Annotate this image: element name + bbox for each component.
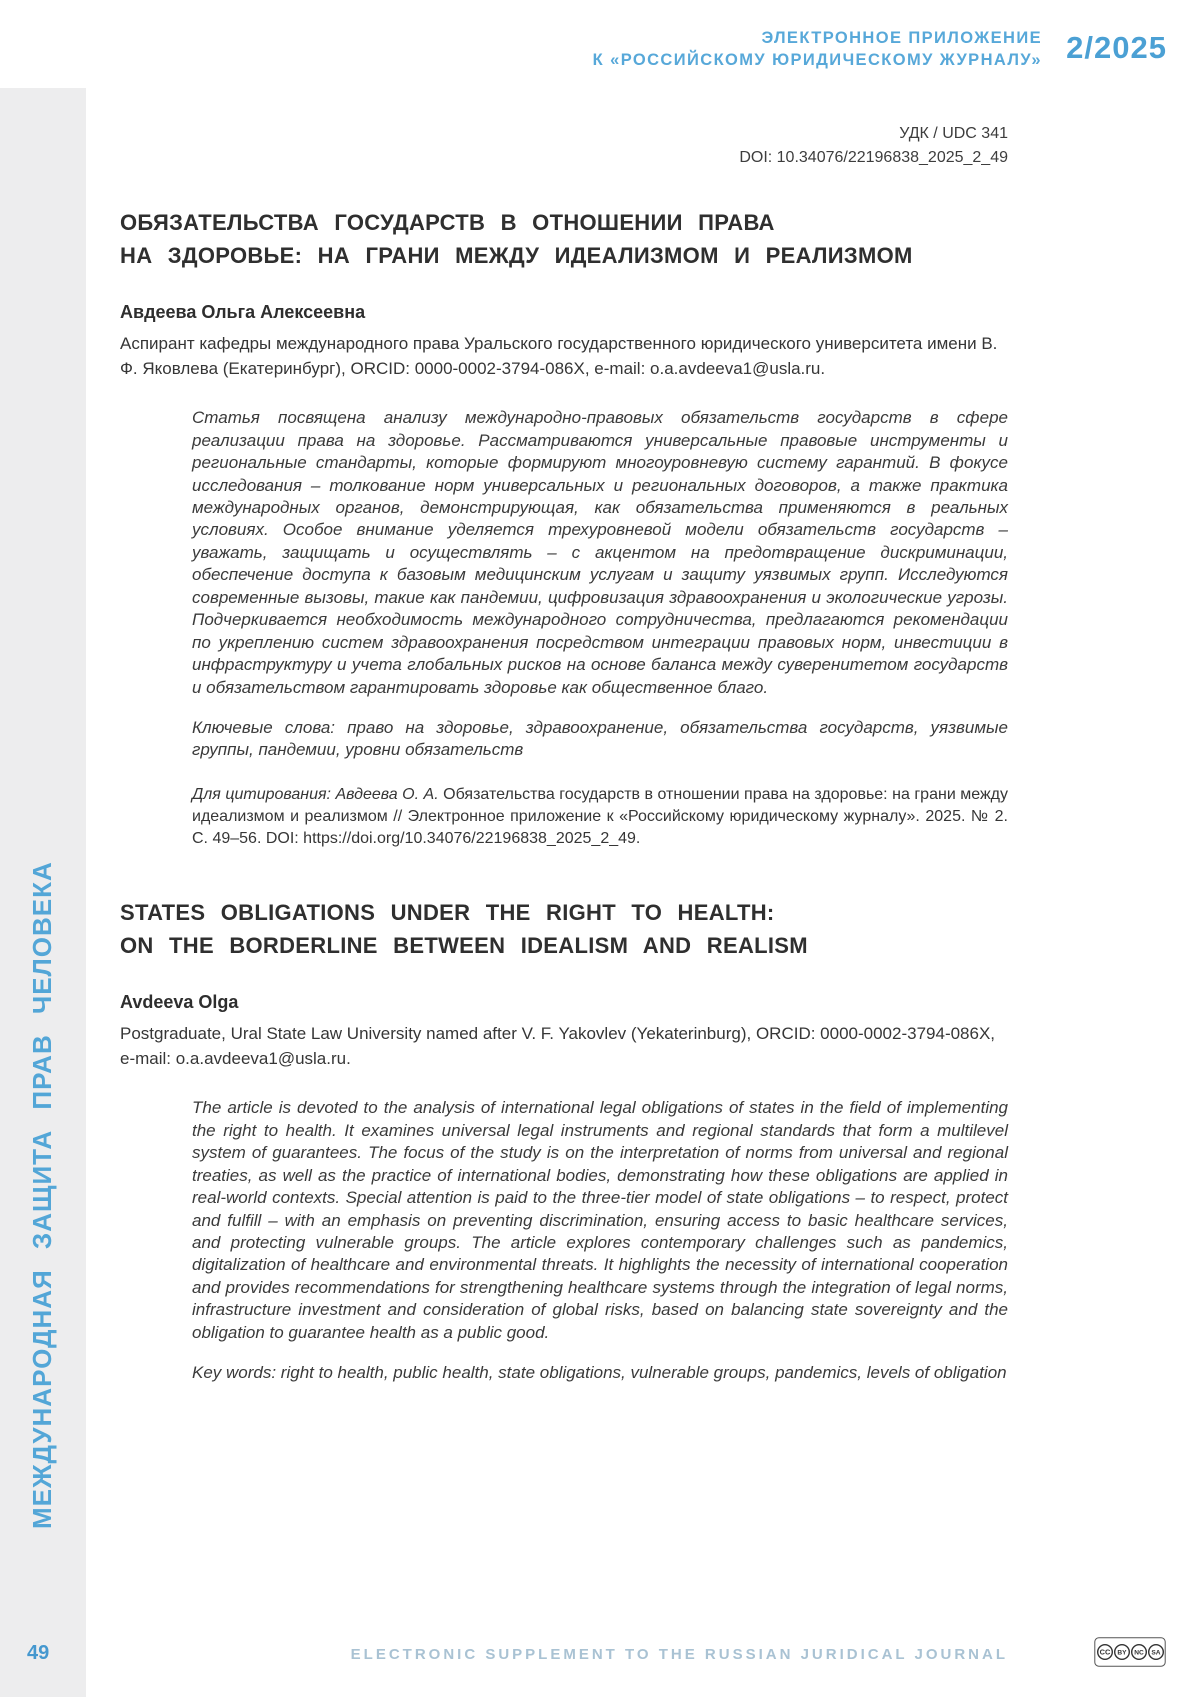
article-title-ru-line1: ОБЯЗАТЕЛЬСТВА ГОСУДАРСТВ В ОТНОШЕНИИ ПРАВА	[120, 210, 775, 235]
abstract-ru: Статья посвящена анализу международно-правовых обязательств государств в сфере реализации права на здоровье. Рассматриваются универсальные правовые инструменты и региональные стандарты, которые формируют многоуровневую систему гарантий. В фокусе исследования – толкование норм универсальных и региональных договоров, а также практика международных органов, демонстрирующая, как обязательства применяются в реальных условиях. Особое внимание уделяется трехуровневой модели обязательств государств – уважать, защищать и осуществлять – с акцентом на предотвращение дискриминации, обеспечение доступа к базовым медицинским услугам и защиту уязвимых групп. Исследуются современные вызовы, такие как пандемии, цифровизация здравоохранения и экологические угрозы. Подчеркивается необходимость международного сотрудничества, предлагаются рекомендации по укреплению систем здравоохранения посредством интеграции правовых норм, инвестиции в инфраструктуру и учета глобальных рисков на основе баланса между суверенитетом государств и обязательством гарантировать здоровье как общественное благо.	[192, 408, 1008, 697]
doi-code: DOI: 10.34076/22196838_2025_2_49	[739, 149, 1008, 166]
journal-name-line2: К «РОССИЙСКОМУ ЮРИДИЧЕСКОМУ ЖУРНАЛУ»	[592, 51, 1042, 70]
article-title-ru-line2: НА ЗДОРОВЬЕ: НА ГРАНИ МЕЖДУ ИДЕАЛИЗМОМ И РЕАЛИЗМОМ	[120, 243, 913, 268]
author-affiliation-en: Postgraduate, Ural State Law University named after V. F. Yakovlev (Yekaterinburg), ORCID: 0000-0002-3794-086X, e-mail: o.a.avdeeva1@usla.ru.	[120, 1024, 996, 1068]
cc-license-badge	[1094, 1637, 1166, 1667]
footer-journal-title: ELECTRONIC SUPPLEMENT TO THE RUSSIAN JURIDICAL JOURNAL	[350, 1646, 1008, 1663]
article-title-en-line2: ON THE BORDERLINE BETWEEN IDEALISM AND REALISM	[120, 933, 808, 959]
svg-text:NC: NC	[1134, 1649, 1144, 1657]
article-content	[120, 122, 1008, 1385]
journal-name-line1: ЭЛЕКТРОННОЕ ПРИЛОЖЕНИЕ	[761, 29, 1042, 47]
svg-text:BY: BY	[1117, 1649, 1127, 1657]
keywords-ru: Ключевые слова: право на здоровье, здравоохранение, обязательства государств, уязвимые группы, пандемии, уровни обязательств	[192, 717, 1008, 760]
citation-ru	[192, 784, 1008, 850]
article-title-ru	[120, 206, 1008, 272]
page-number: 49	[27, 1642, 50, 1664]
abstract-en: The article is devoted to the analysis of international legal obligations of states in the field of implementing the right to health. It examines universal legal instruments and regional standards that form a multilevel system of guarantees. The focus of the study is on the interpretation of norms from universal and regional treaties, as well as the practice of international bodies, demonstrating how these obligations are applied in real-world contexts. Special attention is paid to the three-tier model of state obligations – to respect, protect and fulfill – with an emphasis on preventing discrimination, ensuring access to basic healthcare services, and protecting vulnerable groups. The article explores contemporary challenges such as pandemics, digitalization of healthcare and environmental threats. It highlights the necessity of international cooperation and provides recommendations for strengthening healthcare systems through the integration of legal norms, infrastructure investment and consideration of global risks, based on balancing state sovereignty and the obligation to guarantee health as a public good.	[192, 1098, 1008, 1342]
journal-name	[593, 27, 1042, 72]
issue-number: 2/2025	[1066, 30, 1167, 65]
author-name-ru: Авдеева Ольга Алексеевна	[120, 302, 366, 322]
citation-lead-ru: Для цитирования: Авдеева О. А.	[192, 785, 439, 803]
citation-text-ru: Обязательства государств в отношении права на здоровье: на грани между идеализмом и реализмом // Электронное приложение к «Российскому юридическому журналу». 2025. № 2. С. 49–56. DOI: https://doi.org/10.34076/22196838_2025_2_49.	[192, 785, 1009, 847]
page-header	[0, 0, 1200, 88]
article-title-en	[120, 896, 1008, 962]
article-meta	[120, 122, 1008, 170]
author-affiliation-ru: Аспирант кафедры международного права Уральского государственного юридического университета имени В. Ф. Яковлева (Екатеринбург), ORCID: 0000-0002-3794-086X, e-mail: o.a.avdeeva1@usla.ru.	[120, 334, 998, 378]
section-title-vertical: МЕЖДУНАРОДНАЯ ЗАЩИТА ПРАВ ЧЕЛОВЕКА	[27, 861, 57, 1529]
udc-code: УДК / UDC 341	[899, 125, 1008, 142]
article-title-en-line1: STATES OBLIGATIONS UNDER THE RIGHT TO HEALTH:	[120, 900, 775, 926]
author-name-en: Avdeeva Olga	[120, 992, 239, 1013]
svg-text:SA: SA	[1151, 1649, 1161, 1657]
svg-text:CC: CC	[1099, 1647, 1111, 1657]
keywords-en: Key words: right to health, public health, state obligations, vulnerable groups, pandemics, levels of obligation	[192, 1363, 1007, 1383]
